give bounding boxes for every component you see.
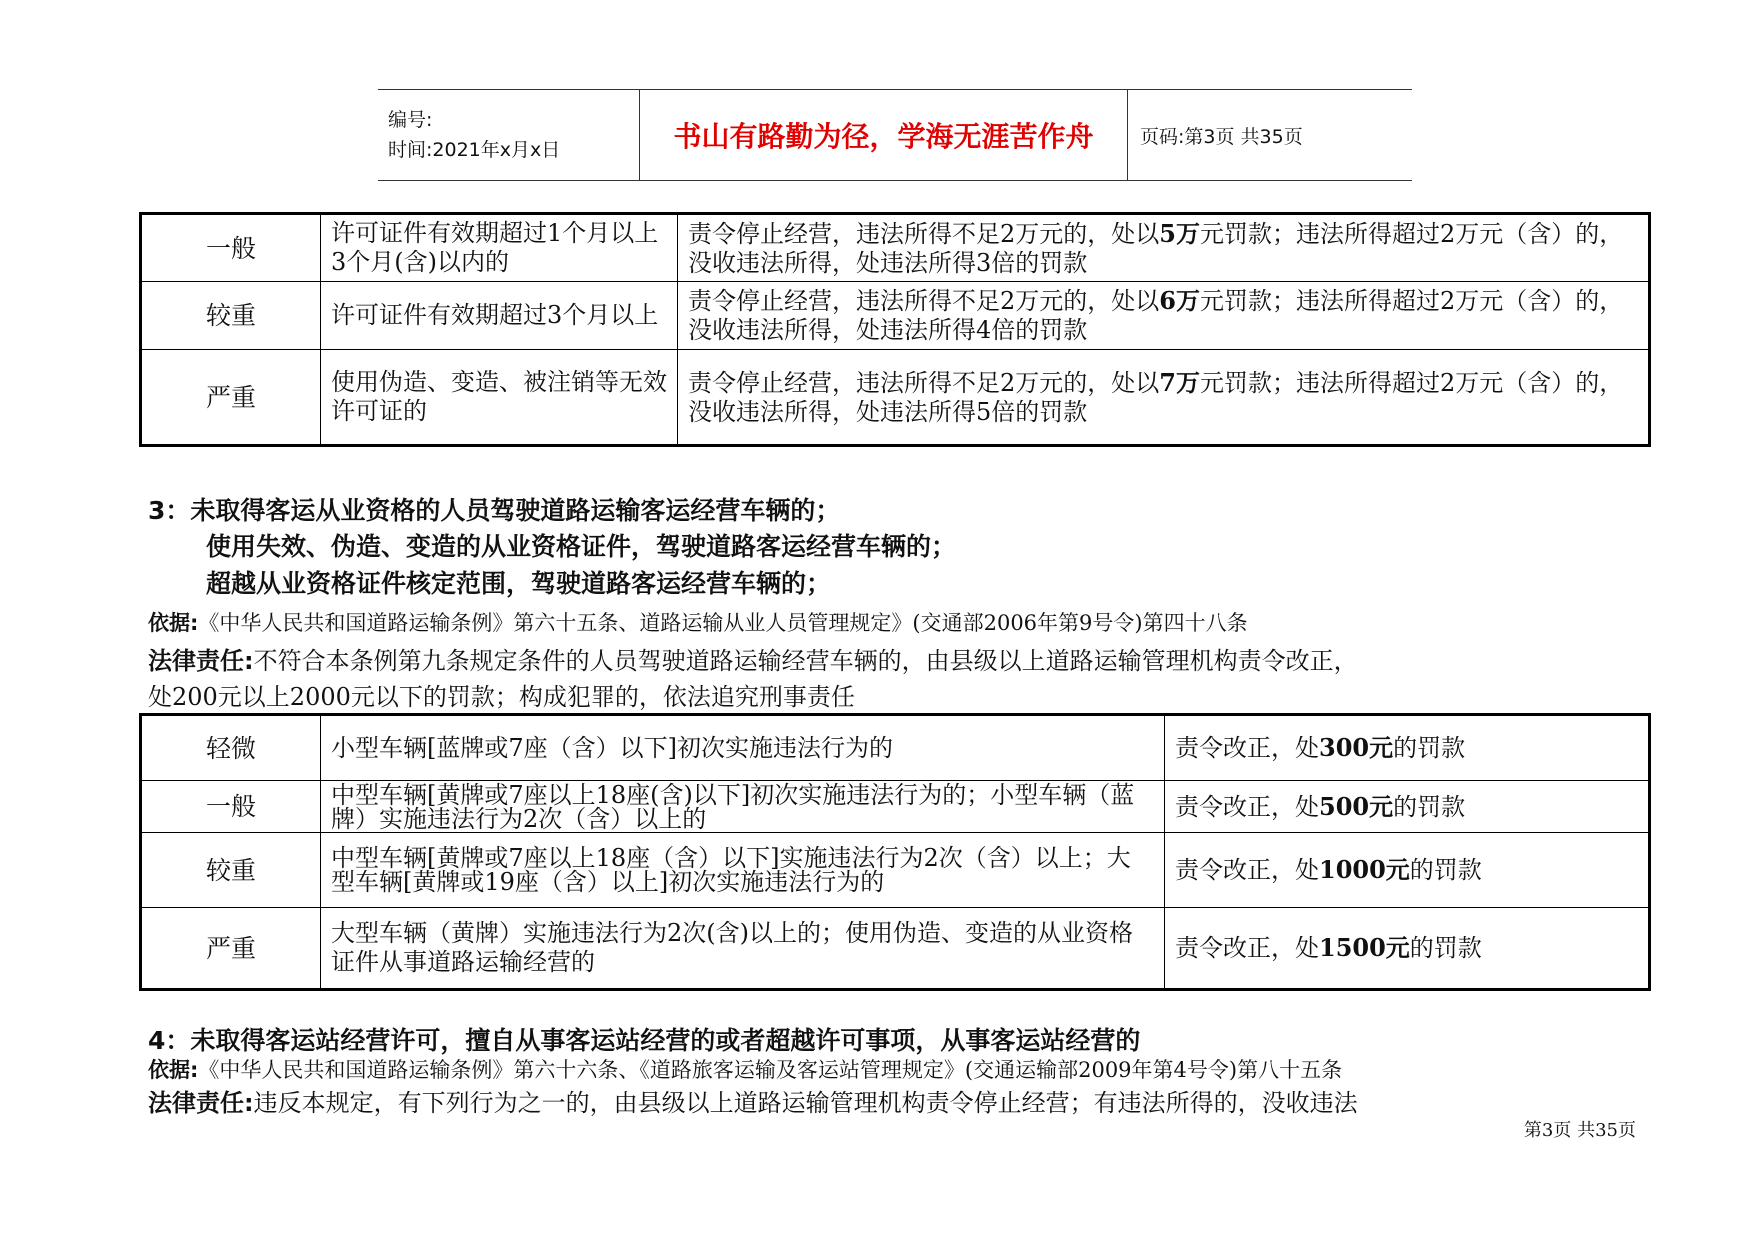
penalty-amount: 5万 xyxy=(1159,218,1200,248)
penalty-text: 责令停止经营，违法所得不足2万元的，处以 xyxy=(688,287,1160,315)
penalty-text: 责令停止经营，违法所得不足2万元的，处以 xyxy=(688,368,1160,397)
header-meta xyxy=(378,90,640,180)
condition-cell: 大型车辆（黄牌）实施违法行为2次(含)以上的；使用伪造、变造的从业资格证件从事道路运输经营的 xyxy=(321,908,1165,990)
penalty-text: 的罚款 xyxy=(1393,734,1466,762)
level-cell: 一般 xyxy=(141,214,321,282)
penalty-cell xyxy=(1165,781,1650,833)
penalty-cell xyxy=(1165,833,1650,908)
condition-cell: 许可证件有效期超过3个月以上 xyxy=(321,282,678,350)
section4-liability xyxy=(148,1083,1358,1118)
penalty-text: 责令改正，处 xyxy=(1175,792,1319,821)
motto-text: 书山有路勤为径，学海无涯苦作舟 xyxy=(673,120,1094,153)
table-row xyxy=(141,908,1650,990)
section3-heading-line3: 超越从业资格证件核定范围，驾驶道路客运经营车辆的； xyxy=(206,569,832,598)
condition-cell: 使用伪造、变造、被注销等无效许可证的 xyxy=(321,350,678,446)
section3-heading-line2: 使用失效、伪造、变造的从业资格证件，驾驶道路客运经营车辆的； xyxy=(206,532,957,561)
page-info-text: 页码:第3页 共35页 xyxy=(1140,125,1303,148)
liability-text: 不符合本条例第九条规定条件的人员驾驶道路运输经营车辆的，由县级以上道路运输管理机构责令改正， xyxy=(253,647,1358,675)
table-row xyxy=(141,781,1650,833)
basis-label: 依据: xyxy=(148,1058,199,1082)
level-cell: 严重 xyxy=(141,350,321,446)
time-label: 时间:2021年x月x日 xyxy=(388,139,561,161)
penalty-text: 的罚款 xyxy=(1393,792,1466,821)
penalty-amount: 1000元 xyxy=(1319,855,1410,884)
penalty-cell xyxy=(1165,908,1650,990)
page-footer: 第3页 共35页 xyxy=(1523,1120,1636,1141)
section3-heading-line1: 3：未取得客运从业资格的人员驾驶道路运输客运经营车辆的； xyxy=(148,496,841,525)
penalty-amount: 7万 xyxy=(1159,367,1200,397)
penalty-cell xyxy=(678,282,1650,350)
level-cell: 轻微 xyxy=(141,715,321,781)
table-row xyxy=(141,214,1650,282)
section3-liability-line1 xyxy=(148,641,1358,676)
penalty-text: 责令改正，处 xyxy=(1175,934,1319,962)
penalty-cell xyxy=(678,350,1650,446)
basis-text: 《中华人民共和国道路运输条例》第六十六条、《道路旅客运输及客运站管理规定》(交通运输部2009年第4号令)第八十五条 xyxy=(198,1058,1343,1082)
level-cell: 一般 xyxy=(141,781,321,833)
liability-label: 法律责任: xyxy=(148,1089,254,1117)
penalty-amount: 6万 xyxy=(1159,286,1200,315)
page-header xyxy=(378,89,1412,181)
penalty-table-2 xyxy=(139,713,1651,991)
liability-text: 违反本规定，有下列行为之一的，由县级以上道路运输管理机构责令停止经营；有违法所得的，没收违法 xyxy=(253,1089,1358,1117)
level-cell: 较重 xyxy=(141,282,321,350)
condition-cell: 许可证件有效期超过1个月以上3个月(含)以内的 xyxy=(321,214,678,282)
penalty-text: 的罚款 xyxy=(1409,934,1482,962)
header-page-info xyxy=(1128,90,1412,180)
table-row xyxy=(141,715,1650,781)
condition-cell: 中型车辆[黄牌或7座以上18座(含)以下]初次实施违法行为的；小型车辆（蓝牌）实施违法行为2次（含）以上的 xyxy=(321,781,1165,833)
section3-basis xyxy=(148,607,1248,637)
number-label: 编号: xyxy=(388,109,433,131)
level-cell: 较重 xyxy=(141,833,321,908)
penalty-text: 责令改正，处 xyxy=(1175,734,1319,762)
penalty-amount: 500元 xyxy=(1319,791,1394,821)
section4-basis xyxy=(148,1054,1342,1084)
penalty-amount: 1500元 xyxy=(1319,933,1410,962)
section3-liability-line2: 处200元以上2000元以下的罚款；构成犯罪的，依法追究刑事责任 xyxy=(148,683,855,711)
condition-cell: 中型车辆[黄牌或7座以上18座（含）以下]实施违法行为2次（含）以上；大型车辆[黄牌或19座（含）以上]初次实施违法行为的 xyxy=(321,833,1165,908)
table-row xyxy=(141,350,1650,446)
penalty-table-1 xyxy=(139,212,1651,447)
penalty-text: 元罚款；违法所得超过2万元（含）的，没收违法所得，处违法所得4倍的罚款 xyxy=(688,287,1624,344)
basis-label: 依据: xyxy=(148,611,199,635)
penalty-text: 元罚款；违法所得超过2万元（含）的，没收违法所得，处违法所得3倍的罚款 xyxy=(688,219,1624,277)
basis-text: 《中华人民共和国道路运输条例》第六十五条、道路运输从业人员管理规定》(交通部2006年第9号令)第四十八条 xyxy=(198,611,1248,635)
penalty-cell xyxy=(678,214,1650,282)
header-motto xyxy=(640,90,1128,180)
level-cell: 严重 xyxy=(141,908,321,990)
table-row xyxy=(141,282,1650,350)
section4-heading: 4：未取得客运站经营许可，擅自从事客运站经营的或者超越许可事项，从事客运站经营的 xyxy=(148,1026,1141,1055)
liability-label: 法律责任: xyxy=(148,647,254,675)
penalty-cell xyxy=(1165,715,1650,781)
penalty-text: 元罚款；违法所得超过2万元（含）的，没收违法所得，处违法所得5倍的罚款 xyxy=(688,368,1624,426)
penalty-amount: 300元 xyxy=(1319,733,1394,762)
penalty-text: 责令改正，处 xyxy=(1175,856,1319,884)
penalty-text: 责令停止经营，违法所得不足2万元的，处以 xyxy=(688,219,1160,248)
condition-cell: 小型车辆[蓝牌或7座（含）以下]初次实施违法行为的 xyxy=(321,715,1165,781)
table-row xyxy=(141,833,1650,908)
penalty-text: 的罚款 xyxy=(1409,856,1482,884)
